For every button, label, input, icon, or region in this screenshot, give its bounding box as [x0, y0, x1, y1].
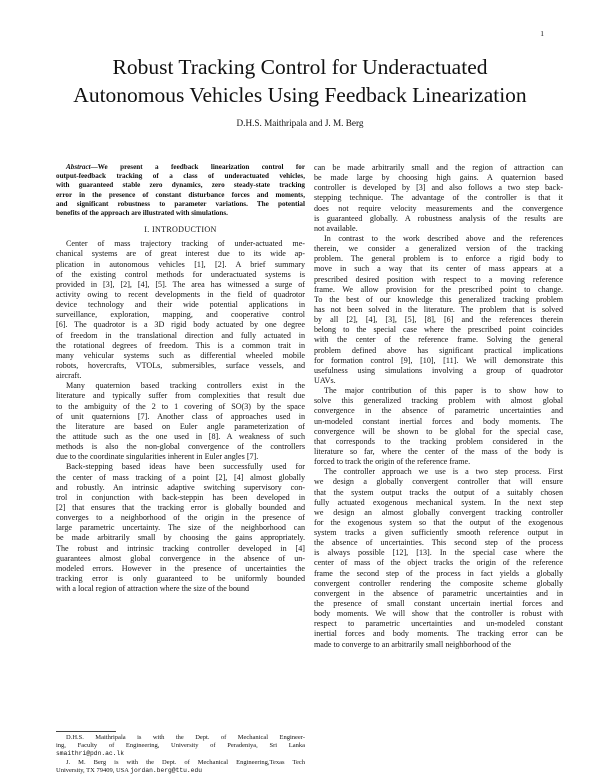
text-line: un-modeled constant inertial forces and body moments. The — [314, 416, 563, 426]
text-line: To the best of our knowledge this generalized tracking problem — [314, 294, 563, 304]
paragraph — [314, 163, 563, 234]
text-line: problem defined above has significant practical implications — [314, 345, 563, 355]
text-line: can be made arbitrarily small and the region of attraction can — [314, 163, 563, 172]
text-line: for formation control [9], [10], [11]. We will demonstrate this — [314, 355, 563, 365]
footnote-line: D.H.S. Maithripala is with the Dept. of Mechanical Engineer- — [66, 734, 305, 741]
text-line: In contrast to the work described above and the references — [324, 233, 563, 243]
text-line: is guaranteed globally. A robustness analysis of the results are — [314, 213, 563, 223]
footnote-line: University, TX 79409, USA jordan.berg@ttu.edu — [56, 766, 203, 774]
paragraph — [56, 239, 305, 381]
text-line: move in such a way that its center of mass appears at a — [314, 264, 563, 274]
text-line: The major contribution of this paper is to show how to — [324, 386, 563, 396]
text-line: [2] that ensures that the tracking error is globally bounded and — [56, 502, 305, 512]
abstract-line: output-feedback tracking of a class of underactuated vehicles, — [56, 172, 305, 181]
paragraph — [314, 386, 563, 467]
text-line: by all [2], [4], [3], [5], [8], [6] and the references therein — [314, 315, 563, 325]
text-line: Back-stepping based ideas have been successfully used for — [66, 462, 305, 472]
abstract — [56, 163, 305, 218]
text-line: of freedom in the translational direction and fully actuated in — [56, 330, 305, 340]
page-number: 1 — [540, 29, 544, 38]
author-email: jordan.berg@ttu.edu — [130, 766, 203, 774]
text-line: forced to track the origin of the reference frame. — [314, 457, 471, 467]
text-line: aircraft. — [56, 371, 82, 381]
text-line: be made large by choosing high gains. A quaternion based — [314, 173, 563, 183]
text-line: controller is developed by [3] and also follows a two step back- — [314, 183, 563, 193]
text-line: the rotational degrees of freedom. This is a common trait in — [56, 340, 305, 350]
text-line: stepping technique. The advantage of the controller is that it — [314, 193, 563, 203]
title-line: Autonomous Vehicles Using Feedback Linearization — [73, 83, 527, 107]
footnote-line — [56, 750, 305, 758]
text-line: center of mass of the object tracks the origin of the reference — [314, 558, 563, 568]
text-line: due to the coordinate singularities inherent in Euler angles [7]. — [56, 452, 259, 462]
author-email: smaithri@pdn.ac.lk — [56, 750, 125, 758]
footnotes — [56, 734, 305, 775]
text-line: made to converge to an arbitrarily small neighborhood of the — [314, 639, 511, 649]
text-line: the center of mass tracking of a point [2], [4] almost globally — [56, 472, 305, 482]
text-line: The controller approach we use is a two step process. First — [324, 467, 563, 477]
text-line: frame the second step of the process in fact yields a globally — [314, 568, 563, 578]
section-heading-introduction: I. INTRODUCTION — [144, 225, 217, 235]
left-body-text — [56, 239, 305, 594]
text-line: convergence will be shown to be global for the special case, — [314, 426, 563, 436]
abstract-label: Abstract— — [66, 163, 98, 171]
text-line: guarantees almost global convergence in the absence of un- — [56, 553, 305, 563]
text-line: we design a globally convergent controller that will ensure — [314, 477, 563, 487]
text-line: for the exogenous system so that the output of the exogenous — [314, 517, 563, 527]
text-line: of the existing control methods for underactuated systems is — [56, 269, 305, 279]
paragraph — [314, 234, 563, 386]
text-line: is always possible [12], [13]. In the special case where the — [314, 548, 563, 558]
abstract-line: Abstract—We present a feedback linearization control for — [66, 163, 305, 171]
text-line: convergent controller rendering the composite scheme globally — [314, 578, 563, 588]
text-line: with a local region of attraction where the size of the bound — [56, 584, 250, 594]
text-line: Center of mass trajectory tracking of under-actuated me- — [66, 239, 305, 249]
text-line: does not require velocity measurements and the convergence — [314, 203, 563, 213]
author-list: D.H.S. Maithripala and J. M. Berg — [236, 118, 364, 128]
paper-title — [40, 53, 560, 109]
text-line: system tracks a given sufficiently smooth reference output in — [314, 528, 563, 538]
text-line: prescribed desired position with respect to a moving reference — [314, 274, 563, 284]
text-line: The robust and intrinsic tracking controller developed in [4] — [56, 543, 305, 553]
right-body-text — [314, 163, 563, 650]
text-line: fully actuated exogenous mechanical system. In the next step — [314, 497, 563, 507]
text-line: that corresponds to the tracking problem considered in the — [314, 436, 563, 446]
paragraph — [56, 462, 305, 594]
footnote-line: J. M. Berg is with the Dept. of Mechanical Engineering,Texas Tech — [66, 758, 305, 766]
text-line: UAVs. — [314, 375, 336, 385]
text-line: we design an almost globally convergent tracking controller — [314, 507, 563, 517]
text-line: literature and typically suffer from complexities that result due — [56, 391, 305, 401]
text-line: body moments. We will show that the controller is robust with — [314, 609, 563, 619]
text-line: therein, we consider a generalized version of the tracking — [314, 244, 563, 254]
text-line: respect to parametric uncertainties and un-modeled constant — [314, 619, 563, 629]
text-line: literature so far, where the center of the mass of the body is — [314, 446, 563, 456]
left-column — [56, 163, 305, 594]
text-line: with the center of the reference frame. Solving the general — [314, 335, 563, 345]
text-line: frame. We allow provision for the prescribed point to change. — [314, 284, 563, 294]
text-line: the absence of uncertainties. This second step of the process — [314, 538, 563, 548]
text-line: that the system output tracks the output of a suitably chosen — [314, 487, 563, 497]
footnote-divider — [56, 731, 116, 732]
text-line: and robustly. An intrinsic adaptive switching supervisory con- — [56, 482, 305, 492]
title-line: Robust Tracking Control for Underactuated — [112, 55, 488, 79]
text-line: be made arbitrarily small by choosing the gains appropriately. — [56, 533, 305, 543]
text-line: tracking error is only guaranteed to be uniformly bounded — [56, 573, 305, 583]
text-line: not available. — [314, 223, 358, 233]
text-line: has not been solved in the literature. The problem that is solved — [314, 304, 563, 314]
abstract-line: error in the presence of constant disturbance forces and moments, — [56, 190, 305, 199]
text-line: [6]. The quadrotor is a 3D rigid body actuated by one degree — [56, 320, 305, 330]
text-line: Many quaternion based tracking controllers exist in the — [66, 381, 305, 391]
text-line: modeled errors. However in the presence of uncertainties the — [56, 563, 305, 573]
text-line: device technology and their wide potential applications in — [56, 300, 305, 310]
abstract-line: and significant robustness to parameter variations. The potential — [56, 199, 305, 208]
text-line: convergence in the absence of parametric uncertainties and — [314, 406, 563, 416]
text-line: converges to a neighborhood of the origin in the presence of — [56, 513, 305, 523]
text-line: to the ambiguity of the 2 to 1 covering of SO(3) by the space — [56, 401, 305, 411]
text-line: inertial forces and body moments. The tracking error can be — [314, 629, 563, 639]
text-line: convergent in the absence of parametric uncertainties and in — [314, 588, 563, 598]
right-column — [314, 163, 563, 650]
text-line: the presence of small constant uncertain inertial forces and — [314, 599, 563, 609]
text-line: solve this generalized tracking problem with almost global — [314, 396, 563, 406]
text-line: usefulness using simulations involving a group of quadrotor — [314, 365, 563, 375]
text-line: surveillance, exploration, mapping, and cooperative control — [56, 310, 305, 320]
text-line: of unit quaternions [7]. Another class of approaches used in — [56, 411, 305, 421]
text-line: many vehicular systems such as differential wheeled mobile — [56, 350, 305, 360]
paragraph — [56, 381, 305, 462]
text-line: plication in autonomous vehicles [1], [2]. A brief summary — [56, 259, 305, 269]
text-line: large parametric uncertainty. The size of the neighborhood can — [56, 523, 305, 533]
footnote-line: ing, Faculty of Engineering, University of Peradeniya, Sri Lanka — [56, 742, 305, 750]
text-line: belong to the special case where the prescribed point coincides — [314, 325, 563, 335]
text-line: provided in [3], [2], [4], [5]. The area has witnessed a surge of — [56, 279, 305, 289]
text-line: problem. The general problem is to enforce a rigid body to — [314, 254, 563, 264]
text-line: the literature are based on Euler angle parameterization of — [56, 421, 305, 431]
text-line: methods is also the non-global convergence of the controllers — [56, 442, 305, 452]
text-line: the attitude such as the one used in [8]. A weakness of such — [56, 431, 305, 441]
abstract-line: with guaranteed stable zero dynamics, zero steady-state tracking — [56, 181, 305, 190]
paragraph — [314, 467, 563, 650]
text-line: chanical systems are of great interest due to its wide ap- — [56, 249, 305, 259]
abstract-line: benefits of the approach are illustrated with simulations. — [56, 208, 228, 217]
text-line: robots, hovercrafts, VTOLs, submersibles, surface vessels, and — [56, 360, 305, 370]
text-line: trol in conjunction with back-steppin has been developed in — [56, 492, 305, 502]
text-line: activity owing to recent developments in the field of quadrotor — [56, 289, 305, 299]
